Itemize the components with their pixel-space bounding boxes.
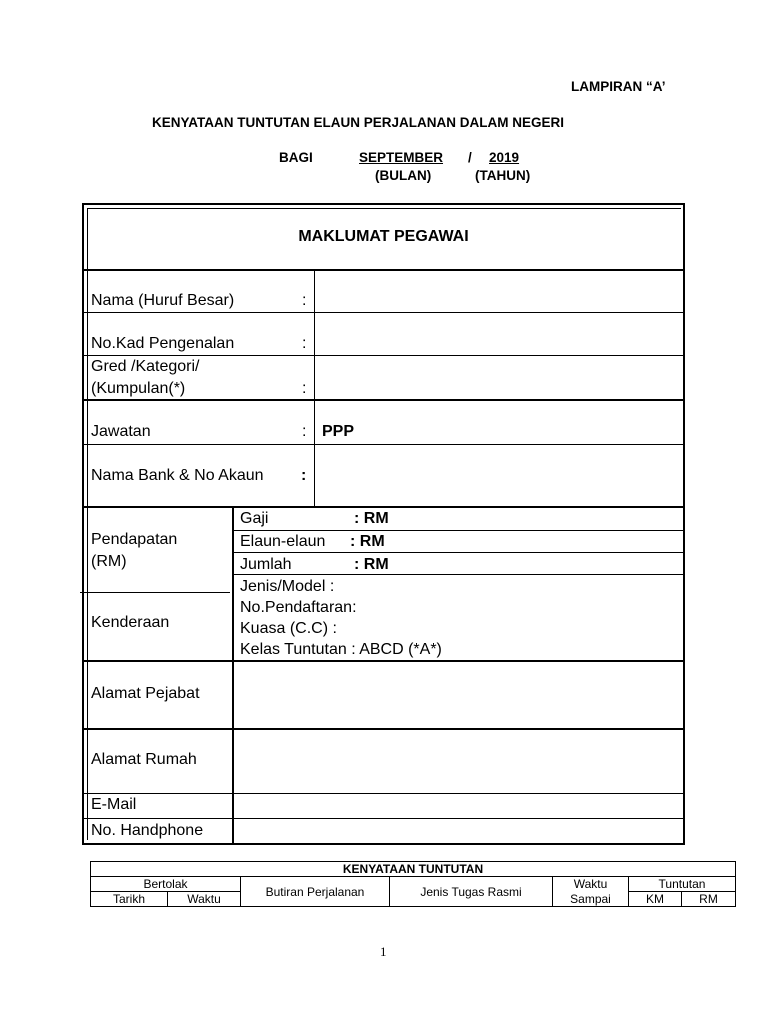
date-slash: / <box>468 150 472 165</box>
gred-label-line2: (Kumpulan(*) <box>91 380 186 397</box>
row-divider <box>84 728 683 730</box>
row-divider <box>84 355 683 356</box>
kenderaan-label: Kenderaan <box>91 614 170 631</box>
year-caption: (TAHUN) <box>475 168 531 183</box>
bank-colon: : <box>301 467 307 484</box>
kelas-tuntutan: Kelas Tuntutan : ABCD (*A*) <box>240 641 442 658</box>
pendapatan-label-line1: Pendapatan <box>91 531 178 548</box>
jawatan-colon: : <box>302 423 307 440</box>
claim-statement-table <box>90 861 736 907</box>
ic-colon: : <box>302 335 307 352</box>
row-divider <box>84 312 683 313</box>
nama-label: Nama (Huruf Besar) <box>91 292 235 309</box>
rm-header: RM <box>682 892 736 907</box>
row-divider <box>84 399 683 401</box>
butiran-header: Butiran Perjalanan <box>241 877 390 907</box>
gaji-value: : RM <box>354 510 389 527</box>
jenis-model: Jenis/Model : <box>240 578 335 595</box>
inner-border-left <box>87 208 88 840</box>
bertolak-header: Bertolak <box>91 877 241 892</box>
row-divider <box>84 660 683 662</box>
inner-border-top <box>87 208 681 209</box>
waktu-sampai-header-line2: Sampai <box>553 892 629 907</box>
nama-colon: : <box>302 292 307 309</box>
km-header: KM <box>629 892 682 907</box>
elaun-value: : RM <box>350 533 385 550</box>
no-pendaftaran: No.Pendaftaran: <box>240 599 357 616</box>
row-divider <box>234 574 683 575</box>
claim-table-title: KENYATAAN TUNTUTAN <box>91 862 736 877</box>
gaji-label: Gaji <box>240 510 269 527</box>
waktu-header: Waktu <box>168 892 241 907</box>
bank-label: Nama Bank & No Akaun <box>91 467 264 484</box>
bagi-label: BAGI <box>279 150 313 165</box>
elaun-label: Elaun-elaun <box>240 533 326 550</box>
officer-info-table <box>82 203 685 845</box>
kuasa-cc: Kuasa (C.C) : <box>240 620 337 637</box>
gred-label-line1: Gred /Kategori/ <box>91 358 200 375</box>
document-title: KENYATAAN TUNTUTAN ELAUN PERJALANAN DALAM NEGERI <box>152 115 565 130</box>
appendix-label: LAMPIRAN “A’ <box>571 79 666 94</box>
month-value: SEPTEMBER <box>359 150 444 165</box>
row-divider <box>84 793 683 794</box>
pendapatan-label-line2: (RM) <box>91 553 127 570</box>
tarikh-header: Tarikh <box>91 892 168 907</box>
row-divider <box>234 530 683 531</box>
handphone-label: No. Handphone <box>91 822 204 839</box>
col-divider <box>314 269 315 506</box>
alamat-pejabat-label: Alamat Pejabat <box>91 685 200 702</box>
year-value: 2019 <box>489 150 520 165</box>
row-divider <box>84 269 683 271</box>
row-divider <box>84 444 683 445</box>
tuntutan-header: Tuntutan <box>629 877 736 892</box>
waktu-sampai-header-line1: Waktu <box>553 877 629 892</box>
email-label: E-Mail <box>91 796 137 813</box>
page-number: 1 <box>380 944 387 959</box>
ic-label: No.Kad Pengenalan <box>91 335 235 352</box>
alamat-rumah-label: Alamat Rumah <box>91 751 197 768</box>
month-caption: (BULAN) <box>375 168 432 183</box>
jawatan-label: Jawatan <box>91 423 151 440</box>
row-divider <box>234 552 683 553</box>
gred-colon: : <box>302 380 307 397</box>
row-divider <box>84 818 683 819</box>
section-title: MAKLUMAT PEGAWAI <box>298 228 469 245</box>
jenis-tugas-header: Jenis Tugas Rasmi <box>390 877 553 907</box>
jawatan-value: PPP <box>322 423 355 440</box>
stray-line <box>80 592 230 593</box>
jumlah-value: : RM <box>354 556 389 573</box>
jumlah-label: Jumlah <box>240 556 292 573</box>
row-divider <box>84 506 683 508</box>
col-divider <box>232 506 234 843</box>
